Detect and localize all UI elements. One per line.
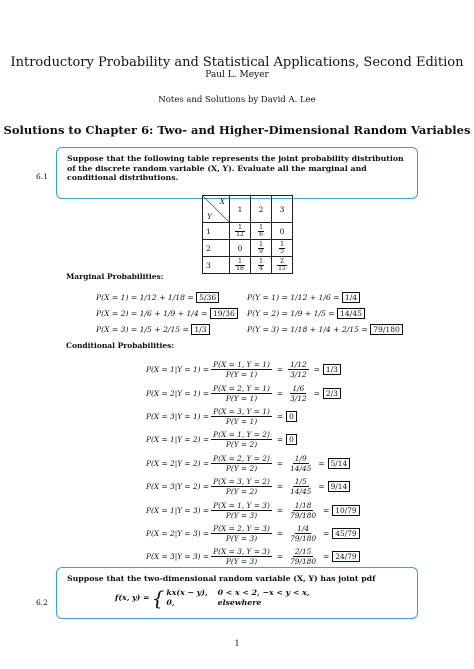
problem-number: 6.1 (36, 172, 48, 181)
denominator: P(Y = 3) (225, 510, 258, 520)
marginal-expression: P(X = 3) = 1/5 + 2/15 = (96, 325, 192, 334)
table-header-row (203, 196, 293, 223)
boxed-answer: 5/14 (328, 458, 351, 469)
x-axis-label: X (219, 197, 225, 206)
denominator: P(Y = 2) (225, 487, 258, 497)
document-author: Paul L. Meyer (205, 70, 269, 80)
denominator: P(Y = 1) (225, 393, 258, 403)
equals-sign: = (323, 505, 330, 515)
numerator: 1/18 (294, 500, 312, 510)
fraction (258, 242, 264, 255)
denominator: 79/180 (290, 510, 317, 520)
numerator: P(X = 2, Y = 1) (213, 383, 270, 393)
equals-sign: = (276, 365, 284, 375)
marginal-row (247, 292, 403, 303)
denominator: P(Y = 1) (225, 370, 258, 380)
numerator: P(X = 3, Y = 2) (213, 477, 270, 487)
denominator: P(Y = 3) (225, 557, 258, 567)
boxed-answer: 0 (286, 434, 297, 445)
fraction (288, 501, 318, 520)
denominator: 3/12 (290, 393, 307, 403)
equals-sign: = (318, 458, 325, 468)
denominator: 9 (259, 247, 263, 255)
marginal-expression: P(Y = 3) = 1/18 + 1/4 + 2/15 = (247, 325, 371, 334)
equals-sign: = (318, 482, 325, 492)
table-cell (251, 240, 272, 257)
fraction (258, 225, 264, 238)
conditional-row (146, 405, 360, 428)
table-cell (251, 257, 272, 274)
pdf-case2-condition: elsewhere (217, 597, 262, 607)
fraction (211, 430, 272, 449)
equals-sign: = (323, 552, 330, 562)
conditional-row (146, 475, 360, 498)
denominator: 79/180 (290, 533, 317, 543)
conditional-lhs: P(X = 3|Y = 3) = (146, 552, 210, 562)
denominator: 3/12 (290, 370, 307, 380)
marginal-expression: P(X = 1) = 1/12 + 1/18 = (96, 293, 197, 302)
denominator: 14/45 (290, 487, 312, 497)
fraction (258, 259, 264, 272)
conditional-lhs: P(X = 1|Y = 1) = (146, 365, 210, 375)
pdf-case1: kx(x − y), (166, 588, 208, 597)
equals-sign: = (323, 528, 330, 538)
fraction (211, 547, 272, 566)
numerator: 1 (280, 240, 284, 248)
conditional-lhs: P(X = 1|Y = 3) = (146, 505, 210, 515)
problem-number: 6.2 (36, 598, 48, 607)
numerator: 1/12 (290, 360, 307, 370)
equals-sign: = (313, 388, 320, 398)
fraction (288, 524, 318, 543)
equals-sign: = (276, 482, 284, 492)
marginal-right-column (247, 292, 403, 340)
page-number: 1 (234, 639, 240, 648)
numerator: 1/4 (297, 523, 310, 533)
numerator: 1/6 (292, 383, 305, 393)
numerator: P(X = 1, Y = 3) (213, 500, 270, 510)
boxed-answer: 0 (286, 411, 297, 422)
numerator: P(X = 2, Y = 3) (213, 523, 270, 533)
marginal-heading: Marginal Probabilities: (66, 272, 164, 281)
table-corner-cell (203, 196, 230, 223)
denominator: 18 (236, 264, 244, 272)
denominator: 6 (259, 230, 263, 238)
denominator: 79/180 (290, 557, 317, 567)
problem-box-6-1 (56, 147, 418, 199)
conditional-row (146, 522, 360, 545)
table-cell (230, 223, 251, 240)
fraction (211, 477, 272, 496)
conditional-row (146, 498, 360, 521)
fraction (211, 384, 272, 403)
table-cell: 0 (272, 223, 293, 240)
pdf-case2: 0, (166, 597, 175, 607)
marginal-row (96, 324, 238, 335)
fraction (235, 259, 245, 272)
denominator: P(Y = 3) (225, 533, 258, 543)
equals-sign: = (276, 458, 284, 468)
table-cell (230, 257, 251, 274)
table-cell (251, 223, 272, 240)
conditional-lhs: P(X = 3|Y = 1) = (146, 411, 210, 421)
numerator: 2/15 (294, 547, 312, 557)
pdf-lhs: f(x, y) = (115, 592, 150, 602)
boxed-answer: 9/14 (328, 481, 351, 492)
numerator: 1 (259, 223, 263, 231)
denominator: P(Y = 2) (225, 440, 258, 450)
equals-sign: = (276, 505, 284, 515)
conditional-lhs: P(X = 2|Y = 2) = (146, 458, 210, 468)
column-header: 1 (230, 196, 251, 223)
equals-sign: = (276, 411, 284, 421)
denominator: 14/45 (290, 463, 312, 473)
marginal-expression: P(Y = 1) = 1/12 + 1/6 = (247, 293, 342, 302)
boxed-answer: 10/79 (332, 505, 359, 516)
fraction (211, 454, 272, 473)
problem-text: Suppose that the two-dimensional random variable (X, Y) has joint pdf (67, 574, 376, 583)
numerator: P(X = 2, Y = 2) (213, 453, 270, 463)
boxed-answer: 1/3 (323, 364, 341, 375)
table-cell (272, 257, 293, 274)
fraction (277, 259, 287, 272)
marginal-row (96, 292, 238, 303)
numerator: 1 (235, 225, 245, 232)
boxed-answer: 2/3 (323, 388, 341, 399)
conditional-lhs: P(X = 1|Y = 2) = (146, 435, 210, 445)
table-cell: 0 (230, 240, 251, 257)
denominator: P(Y = 2) (225, 463, 258, 473)
equals-sign: = (276, 528, 284, 538)
marginal-expression: P(Y = 2) = 1/9 + 1/5 = (247, 309, 338, 318)
boxed-answer: 5/36 (196, 292, 219, 303)
equals-sign: = (313, 365, 320, 375)
boxed-answer: 45/79 (332, 528, 359, 539)
table-row (203, 257, 293, 274)
pdf-case1-condition: 0 < x < 2, −x < y < x, (217, 588, 310, 597)
equals-sign: = (276, 388, 284, 398)
column-header: 3 (272, 196, 293, 223)
equals-sign: = (276, 552, 284, 562)
numerator: P(X = 3, Y = 1) (213, 406, 270, 416)
boxed-answer: 79/180 (370, 324, 403, 335)
numerator: 1 (259, 257, 263, 265)
fraction (211, 407, 272, 426)
conditional-row (146, 428, 360, 451)
table-row (203, 240, 293, 257)
fraction (288, 477, 313, 496)
conditional-heading: Conditional Probabilities: (66, 341, 175, 350)
fraction (211, 501, 272, 520)
conditional-lhs: P(X = 2|Y = 1) = (146, 388, 210, 398)
problem-text: Suppose that the following table represents the joint probability distribution of the discrete random variable (X, Y). Evaluate all the marginal and conditional distributions. (67, 154, 404, 183)
joint-table-wrap (202, 195, 293, 274)
denominator: 5 (280, 247, 284, 255)
boxed-answer: 1/4 (342, 292, 360, 303)
fraction (211, 360, 272, 379)
row-header: 1 (203, 223, 230, 240)
brace-icon: { (151, 585, 165, 610)
boxed-answer: 1/3 (191, 324, 209, 335)
fraction (288, 360, 309, 379)
conditional-list (146, 358, 360, 569)
conditional-row (146, 358, 360, 381)
table-cell (272, 240, 293, 257)
marginal-expression: P(X = 2) = 1/6 + 1/9 + 1/4 = (96, 309, 210, 318)
fraction (288, 454, 313, 473)
boxed-answer: 14/45 (337, 308, 365, 319)
numerator: P(X = 1, Y = 1) (213, 360, 270, 370)
numerator: 1 (235, 259, 245, 266)
conditional-row (146, 381, 360, 404)
denominator: 12 (236, 230, 244, 238)
conditional-row (146, 545, 360, 568)
marginal-row (247, 308, 403, 319)
fraction (288, 384, 309, 403)
document-notes: Notes and Solutions by David A. Lee (158, 95, 316, 105)
conditional-row (146, 452, 360, 475)
fraction (288, 547, 318, 566)
boxed-answer: 24/79 (332, 551, 359, 562)
marginal-row (247, 324, 403, 335)
chapter-title: Solutions to Chapter 6: Two- and Higher-Dimensional Random Variables (3, 123, 471, 137)
numerator: 1/5 (294, 477, 307, 487)
row-header: 3 (203, 257, 230, 274)
denominator: P(Y = 1) (225, 416, 258, 426)
table-row (203, 223, 293, 240)
document-title: Introductory Probability and Statistical Applications, Second Edition (10, 55, 464, 70)
denominator: 15 (278, 264, 286, 272)
fraction (211, 524, 272, 543)
conditional-lhs: P(X = 2|Y = 3) = (146, 528, 210, 538)
conditional-lhs: P(X = 3|Y = 2) = (146, 482, 210, 492)
equals-sign: = (276, 435, 284, 445)
problem-box-6-2 (56, 567, 418, 619)
numerator: 2 (277, 259, 287, 266)
marginal-row (96, 308, 238, 319)
y-axis-label: Y (207, 212, 212, 221)
numerator: P(X = 1, Y = 2) (213, 430, 270, 440)
numerator: P(X = 3, Y = 3) (213, 547, 270, 557)
denominator: 4 (259, 264, 263, 272)
numerator: 1/9 (294, 453, 307, 463)
numerator: 1 (259, 240, 263, 248)
joint-probability-table (202, 195, 293, 274)
column-header: 2 (251, 196, 272, 223)
boxed-answer: 19/36 (210, 308, 238, 319)
row-header: 2 (203, 240, 230, 257)
fraction (279, 242, 285, 255)
marginal-left-column (96, 292, 238, 340)
fraction (235, 225, 245, 238)
